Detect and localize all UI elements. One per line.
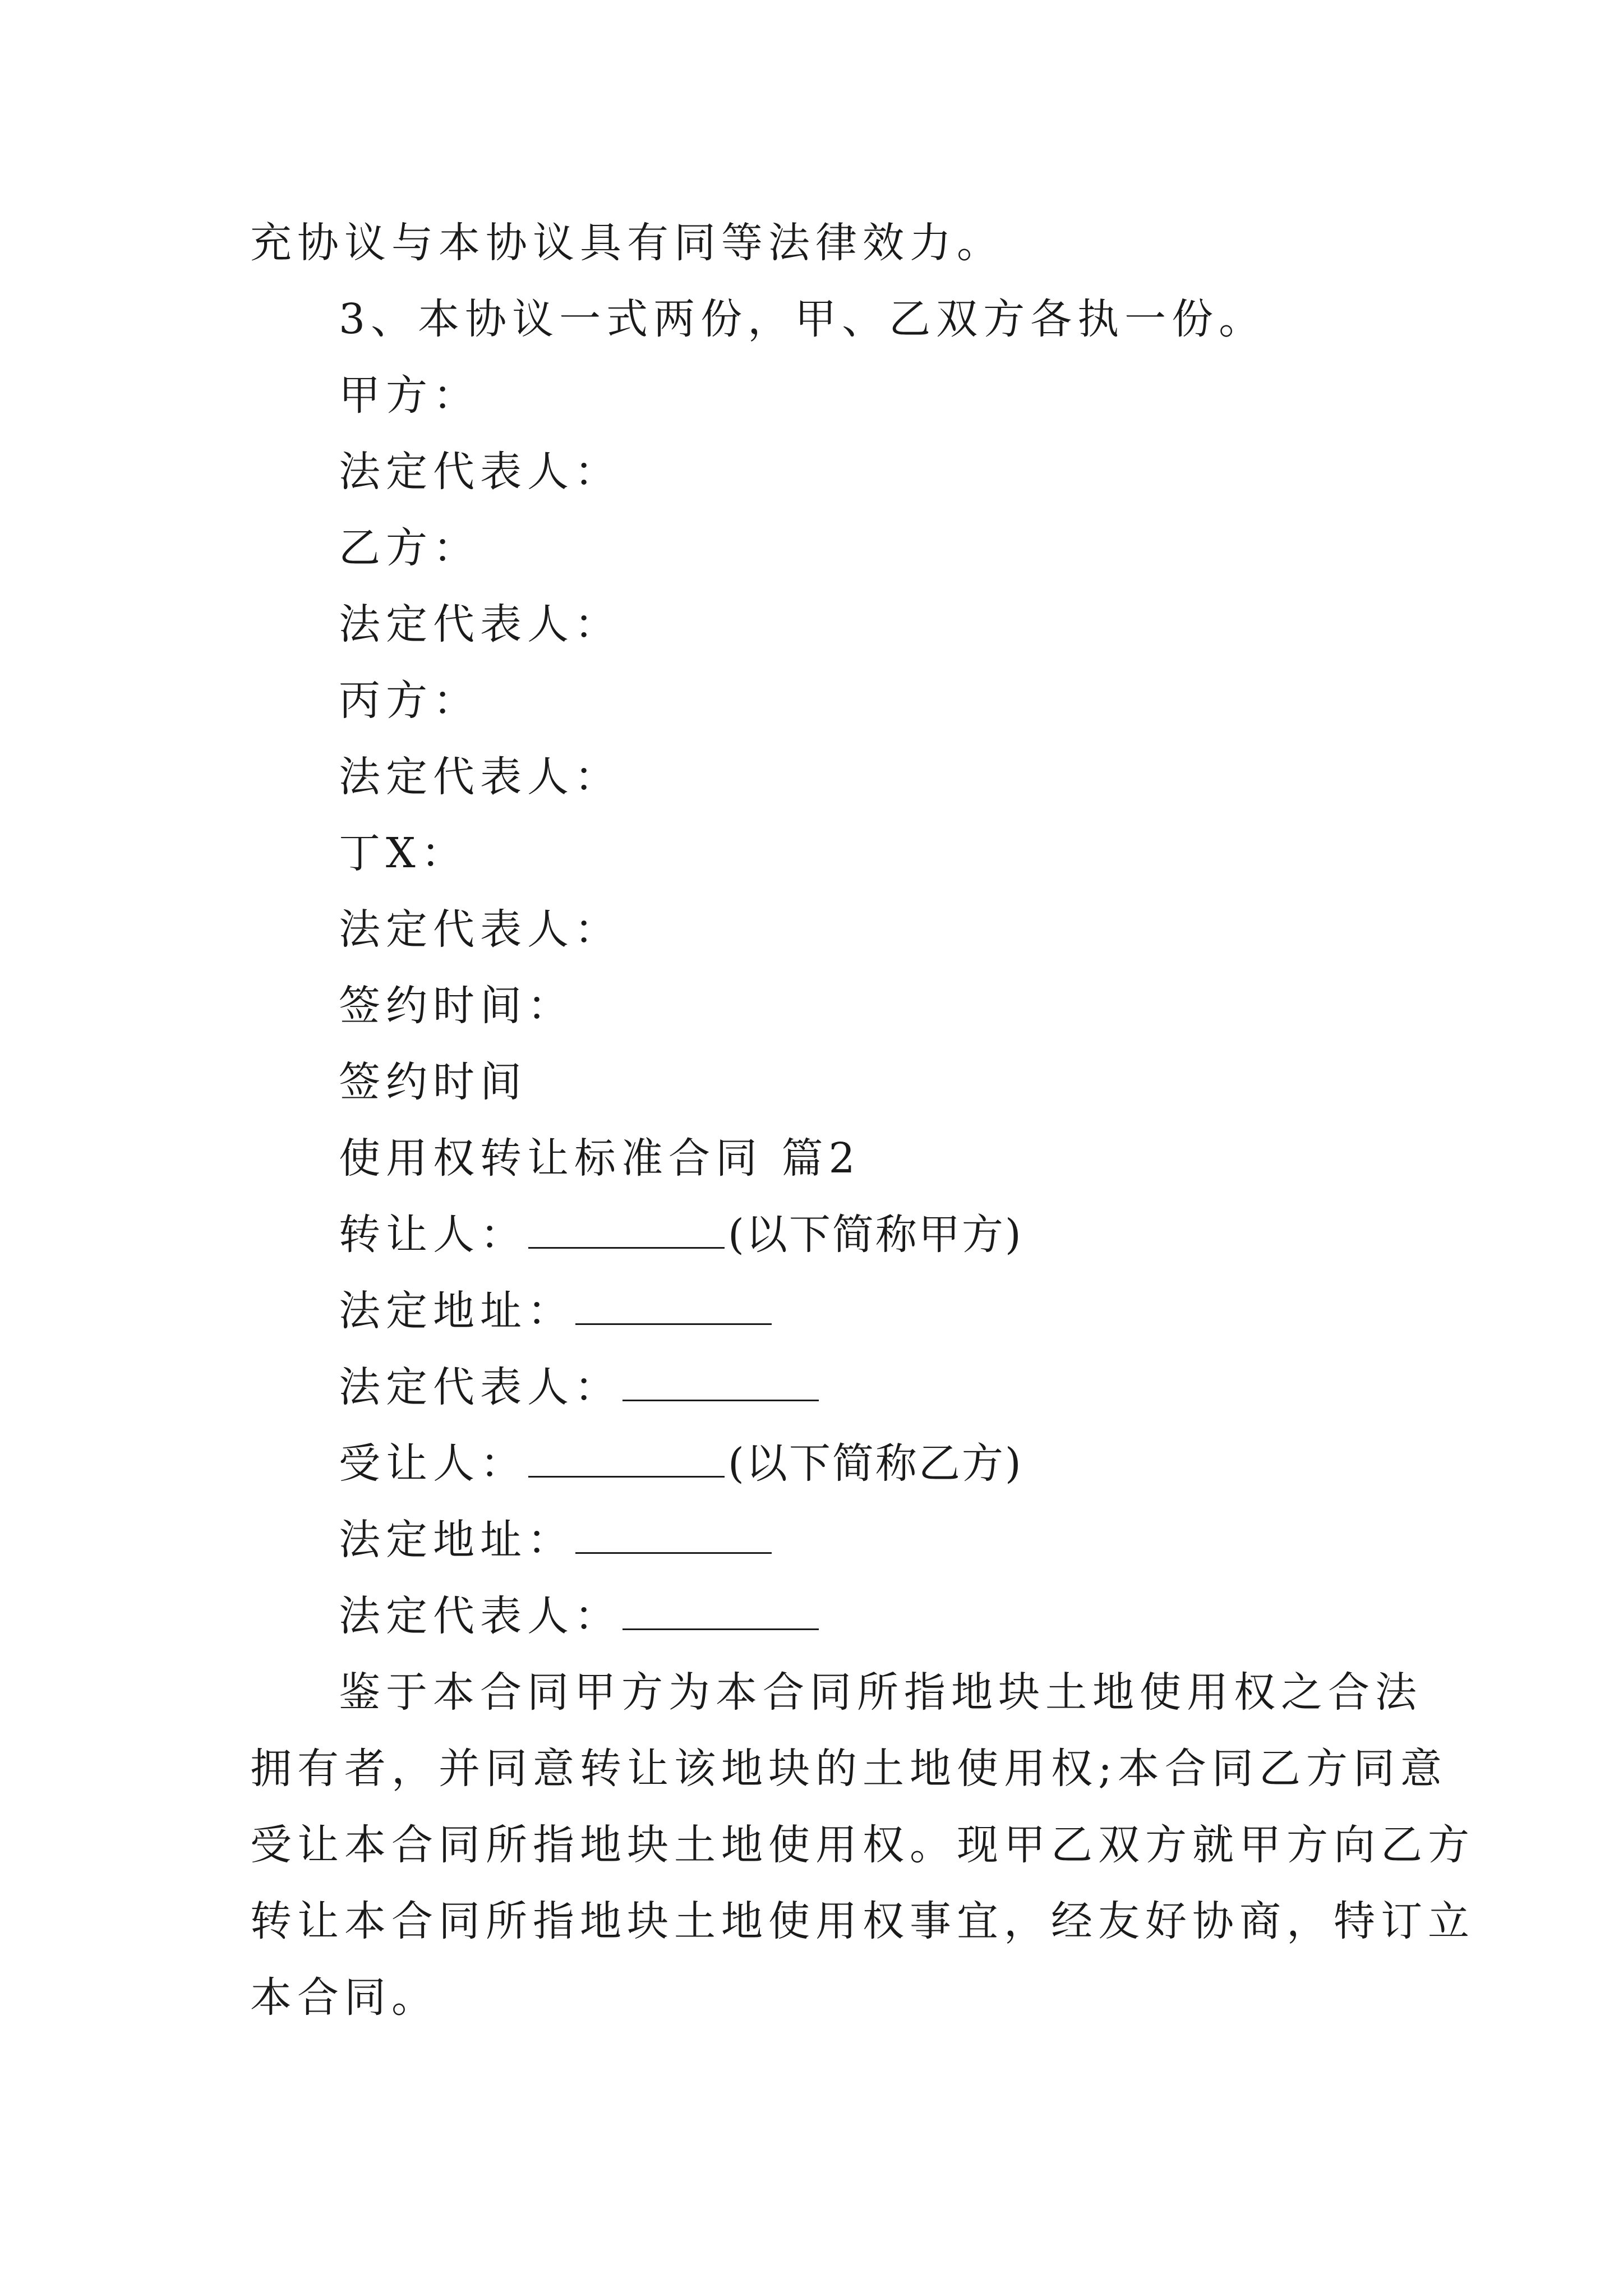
paragraph-line: 拥有者，并同意转让该地块的土地使用权;本合同乙方同意	[250, 1745, 1447, 1793]
transferee-rep-field	[339, 1592, 822, 1640]
party-c-rep-label: 法定代表人：	[339, 753, 621, 801]
blank-line	[575, 1520, 772, 1554]
transferor-address-field	[339, 1287, 775, 1335]
party-a-label: 甲方：	[339, 371, 480, 420]
signing-time-label: 签约时间：	[339, 982, 574, 1030]
blank-line	[528, 1214, 725, 1249]
transferee-address-field	[339, 1516, 775, 1564]
field-label: 法定地址：	[339, 1516, 574, 1564]
field-label: 法定地址：	[339, 1287, 574, 1335]
field-label: 法定代表人：	[339, 1363, 621, 1411]
blank-line	[623, 1367, 819, 1401]
field-label: 受让人：	[339, 1439, 527, 1488]
field-suffix: (以下简称甲方)	[728, 1211, 1023, 1259]
party-a-rep-label: 法定代表人：	[339, 448, 621, 496]
party-d-rep-label: 法定代表人：	[339, 905, 621, 954]
blank-line	[575, 1291, 772, 1325]
paragraph-line: 鉴于本合同甲方为本合同所指地块土地使用权之合法	[339, 1668, 1422, 1717]
field-suffix: (以下简称乙方)	[728, 1439, 1023, 1488]
party-c-label: 丙方：	[339, 677, 480, 725]
clause-3: 3、本协议一式两份，甲、乙双方各执一份。	[339, 295, 1266, 343]
signing-time-heading: 签约时间	[339, 1058, 527, 1106]
section-title: 使用权转让标准合同 篇2	[339, 1134, 861, 1182]
transferee-field	[339, 1439, 1023, 1488]
paragraph-line: 转让本合同所指地块土地使用权事宜，经友好协商，特订立	[250, 1897, 1475, 1945]
transferor-field	[339, 1211, 1023, 1259]
blank-line	[623, 1596, 819, 1630]
paragraph-line: 受让本合同所指地块土地使用权。现甲乙双方就甲方向乙方	[250, 1821, 1475, 1869]
party-b-label: 乙方：	[339, 524, 480, 572]
party-d-label: 丁X：	[339, 829, 468, 877]
transferor-rep-field	[339, 1363, 822, 1411]
blank-line	[528, 1443, 725, 1478]
paragraph-line: 本合同。	[250, 1973, 439, 2022]
continuation-line: 充协议与本协议具有同等法律效力。	[250, 219, 1004, 267]
field-label: 法定代表人：	[339, 1592, 621, 1640]
field-label: 转让人：	[339, 1211, 527, 1259]
party-b-rep-label: 法定代表人：	[339, 600, 621, 648]
